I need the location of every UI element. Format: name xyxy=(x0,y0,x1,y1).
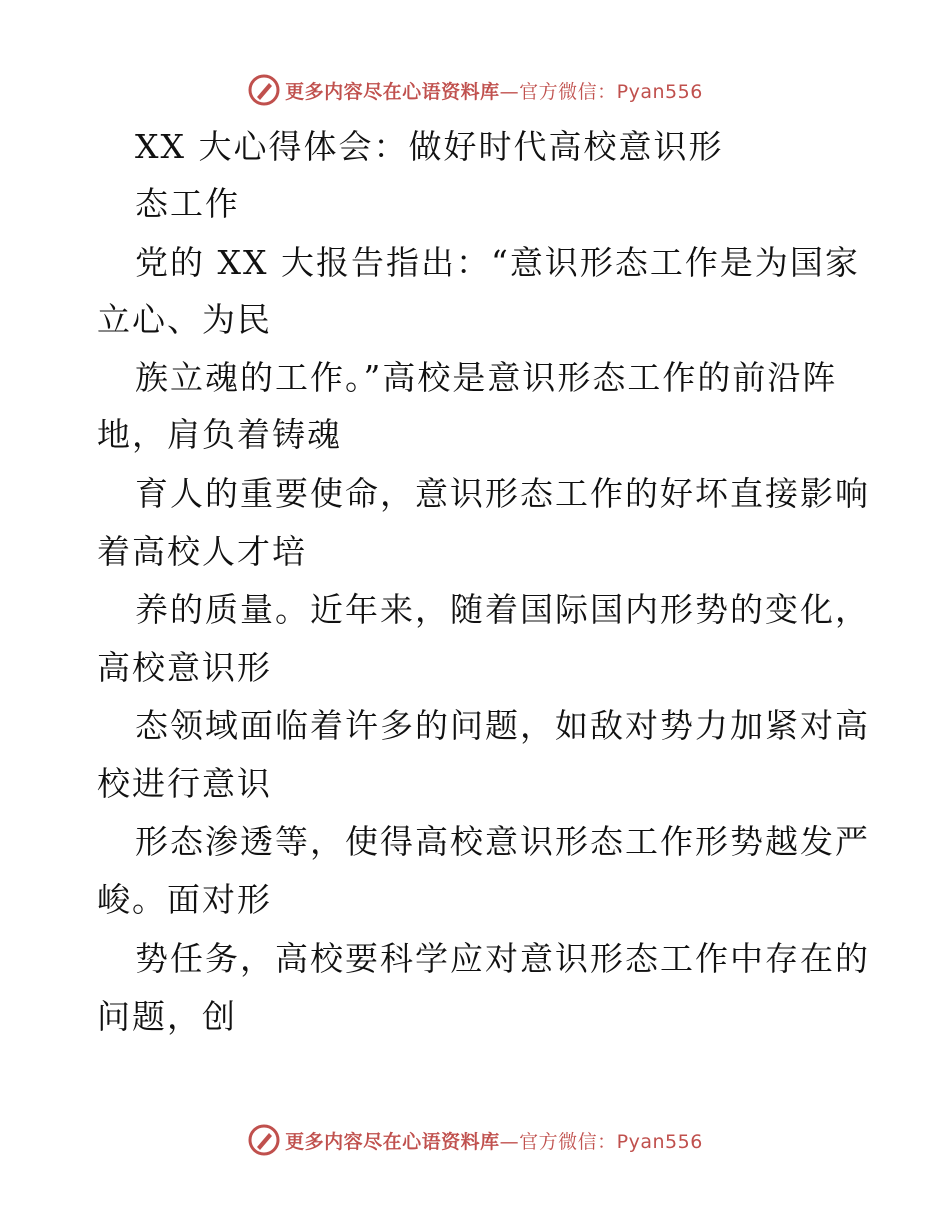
paragraph-line: 着高校人才培 xyxy=(97,532,307,571)
paragraph-line: 养的质量。近年来，随着国际国内形势的变化， xyxy=(135,590,870,629)
paragraph-line: 态领域面临着许多的问题，如敌对势力加紧对高 xyxy=(135,706,870,745)
paragraph-line: 高校意识形 xyxy=(97,648,272,687)
banner-main-text: 更多内容尽在心语资料库 xyxy=(285,1130,500,1153)
pen-logo-icon xyxy=(247,73,281,107)
banner-dash: — xyxy=(499,1130,520,1153)
banner-dash: — xyxy=(499,80,520,103)
title-line-1: XX 大心得体会：做好时代高校意识形 xyxy=(135,127,724,166)
banner-main-text: 更多内容尽在心语资料库 xyxy=(285,80,500,103)
paragraph-line: 党的 XX 大报告指出：“意识形态工作是为国家 xyxy=(135,243,860,282)
paragraph-line: 形态渗透等，使得高校意识形态工作形势越发严 xyxy=(135,822,870,861)
paragraph-line: 峻。面对形 xyxy=(97,880,272,919)
paragraph-line: 校进行意识 xyxy=(97,764,272,803)
paragraph-line: 立心、为民 xyxy=(97,300,272,339)
banner-wechat-text: 官方微信：Pyan556 xyxy=(519,1130,703,1153)
banner-text xyxy=(285,1127,703,1154)
title-line-2: 态工作 xyxy=(135,184,240,223)
paragraph-line: 势任务，高校要科学应对意识形态工作中存在的 xyxy=(135,939,870,978)
paragraph-line: 族立魂的工作。”高校是意识形态工作的前沿阵 xyxy=(135,358,838,397)
banner-text xyxy=(285,77,703,104)
paragraph-line: 地，肩负着铸魂 xyxy=(97,415,342,454)
header-banner xyxy=(0,70,950,110)
paragraph-line: 问题，创 xyxy=(97,997,237,1036)
pen-logo-icon xyxy=(247,1123,281,1157)
footer-banner xyxy=(0,1120,950,1160)
paragraph-line: 育人的重要使命，意识形态工作的好坏直接影响 xyxy=(135,474,870,513)
banner-wechat-text: 官方微信：Pyan556 xyxy=(519,80,703,103)
